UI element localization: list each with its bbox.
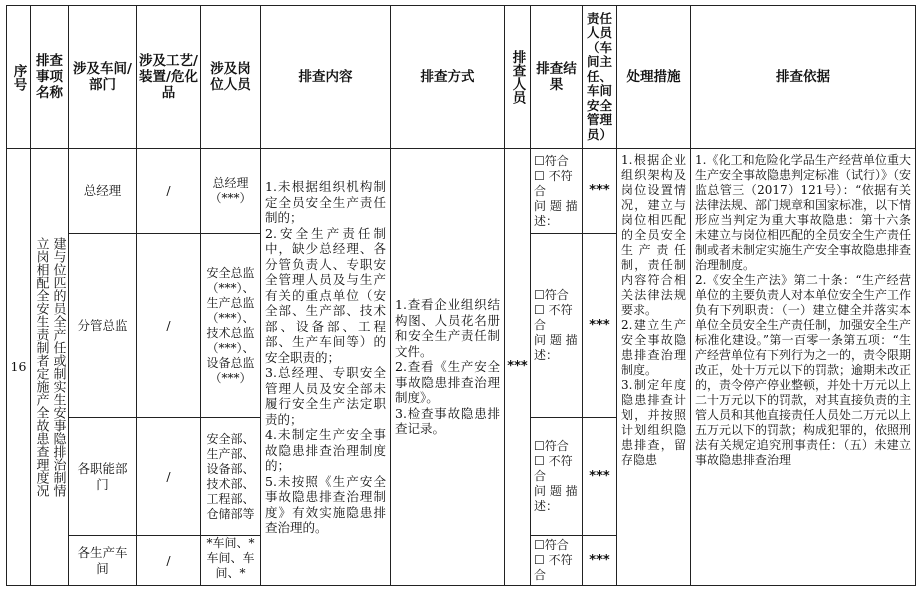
- header-post: 涉及岗位人员: [201, 6, 261, 149]
- post-cell: 安全部、生产部、设备部、技术部、工程部、仓储部等: [201, 418, 261, 536]
- header-process: 涉及工艺/装置/危化品: [137, 6, 201, 149]
- result-line: 述：: [534, 499, 559, 513]
- process-cell: /: [137, 418, 201, 536]
- header-dept: 涉及车间/部门: [69, 6, 137, 149]
- dept-cell: 各职能部门: [69, 418, 137, 536]
- process-cell: /: [137, 234, 201, 418]
- post-cell: 安全总监（***）、生产总监（***）、技术总监（***）、设备总监（***）: [201, 234, 261, 418]
- basis-cell: 1.《化工和危险化学品生产经营单位重大生产安全事故隐患判定标准（试行）》（安监总管三（2017）121号）：“依据有关法律法规、部门规章和国家标准，以下情形应当判定为重大事故隐患：第十六条 未建立与岗位相匹配的全员安全生产责任制或者未制定实施生产安全事故隐患排查治理制度。 2.《安全生产法》第二十条：“生产经营单位的主要负责人对本单位安全生产工作负有下列职责：（一）建立健全并落实本单位全员安全生产责任制，加强安全生产标准化建设。”第一百零一条第五项：“生产经营单位有下列行为之一的，责令限期改正，处十万元以下的罚款；逾期未改正的，责令停产停业整顿，并处十万元以上二十万元以下的罚款，对其直接负责的主管人员和其他直接责任人员处二万元以上五万元以下的罚款；构成犯罪的，依照刑法有关规定追究刑事责任：（五）未建立事故隐患排查治理: [691, 149, 916, 586]
- responsible-cell: ***: [583, 536, 617, 586]
- responsible-cell: ***: [583, 149, 617, 234]
- result-conform-checkbox[interactable]: ☐符合: [534, 439, 569, 453]
- result-nonconform-checkbox[interactable]: ☐ 不符: [534, 303, 573, 317]
- result-line: 合: [534, 469, 547, 483]
- header-measures: 处理措施: [617, 6, 691, 149]
- result-conform-checkbox[interactable]: ☐符合: [534, 153, 569, 168]
- result-line: 述：: [534, 213, 559, 228]
- process-cell: /: [137, 536, 201, 586]
- header-basis: 排查依据: [691, 6, 916, 149]
- item-name-col-1: 建与位匹的员全产任或制实生安事隐排治制情: [50, 237, 66, 497]
- header-inspector: 排查人员: [505, 6, 531, 149]
- result-cell: [531, 536, 583, 586]
- result-nonconform-checkbox[interactable]: ☐ 不符: [534, 454, 573, 468]
- result-line: 问 题 描: [534, 484, 578, 498]
- post-cell: *车间、*车间、车间、*: [201, 536, 261, 586]
- header-seq: 序号: [7, 6, 31, 149]
- result-conform-checkbox[interactable]: ☐符合: [534, 288, 569, 302]
- hazard-inspection-table: [6, 5, 916, 586]
- table-row: [7, 149, 916, 234]
- result-line: 述：: [534, 348, 559, 362]
- process-cell: /: [137, 149, 201, 234]
- seq-cell: 16: [7, 149, 31, 586]
- responsible-cell: ***: [583, 234, 617, 418]
- header-result: 排查结果: [531, 6, 583, 149]
- header-item: 排查事项名称: [31, 6, 69, 149]
- dept-cell: 各生产车间: [69, 536, 137, 586]
- header-content: 排查内容: [261, 6, 391, 149]
- dept-cell: 总经理: [69, 149, 137, 234]
- item-name-col-2: 立岗相配全安生责制者定施产全故患查理度况: [33, 237, 49, 497]
- result-nonconform-checkbox[interactable]: ☐ 不符: [534, 553, 573, 567]
- item-name-cell: [31, 149, 69, 586]
- result-line: 合: [534, 318, 547, 332]
- header-responsible: 责任人员（车间主任、车间安全管理员）: [583, 6, 617, 149]
- header-row: [7, 6, 916, 149]
- result-cell: [531, 234, 583, 418]
- responsible-cell: ***: [583, 418, 617, 536]
- method-cell: 1.查看企业组织结构图、人员花名册和安全生产责任制文件。 2.查看《生产安全事故隐患排查治理制度》。 3.检查事故隐患排查记录。: [391, 149, 505, 586]
- result-conform-checkbox[interactable]: ☐符合: [534, 538, 569, 552]
- inspector-cell: ***: [505, 149, 531, 586]
- result-line: 问 题 描: [534, 198, 578, 213]
- result-line: 合: [534, 183, 547, 198]
- header-method: 排查方式: [391, 6, 505, 149]
- measures-cell: 1.根据企业组织架构及岗位设置情况，建立与岗位相匹配的全员安全生产责任制，责任制内容符合相关法律法规要求。 2.建立生产安全事故隐患排查治理制度。 3.制定年度隐患排查计划，并按照计划组织隐患排查，留存隐患: [617, 149, 691, 586]
- content-cell: 1.未根据组织机构制定全员安全生产责任制的； 2.安全生产责任制中，缺少总经理、各分管负责人、专职安全管理人员及与生产有关的重点单位（安全部、生产部、技术部、设备部、工程部、生产车间等）的安全职责的； 3.总经理、专职安全管理人员及安全部未履行安全生产法定职责的； 4.未制定生产安全事故隐患排查治理制度的； 5.未按照《生产安全事故隐患排查治理制度》有效实施隐患排查治理的。: [261, 149, 391, 586]
- result-nonconform-checkbox[interactable]: ☐ 不符: [534, 168, 573, 183]
- result-line: 合: [534, 568, 547, 582]
- result-line: 问 题 描: [534, 333, 578, 347]
- dept-cell: 分管总监: [69, 234, 137, 418]
- post-cell: 总经理（***）: [201, 149, 261, 234]
- result-cell: [531, 149, 583, 234]
- result-cell: [531, 418, 583, 536]
